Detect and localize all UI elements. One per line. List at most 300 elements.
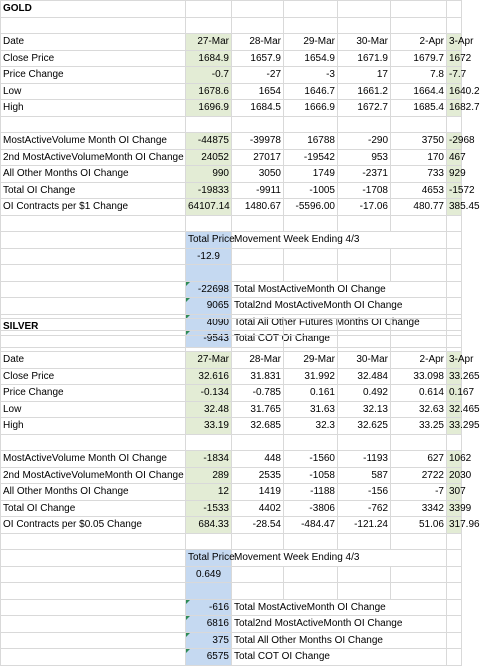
value-cell[interactable]: 1654	[232, 83, 284, 100]
value-cell[interactable]: -2968	[447, 133, 462, 150]
cell[interactable]	[338, 248, 391, 265]
price-move-value[interactable]: -12.9	[186, 248, 232, 265]
value-cell[interactable]: 4653	[391, 182, 447, 199]
row-label: All Other Months OI Change	[1, 166, 186, 183]
cell[interactable]	[338, 335, 391, 352]
summary-header: Total Price	[186, 550, 232, 567]
value-cell[interactable]: -121.24	[338, 517, 391, 534]
cell[interactable]	[447, 215, 462, 232]
cell[interactable]	[186, 1, 232, 18]
cell[interactable]	[186, 335, 232, 352]
data-row	[1, 166, 462, 183]
summary-header-row	[1, 550, 462, 567]
cell[interactable]	[447, 533, 462, 550]
cell[interactable]	[391, 116, 447, 133]
value-cell[interactable]: 32.465	[447, 401, 462, 418]
summary-line-row	[1, 616, 462, 633]
cell[interactable]	[186, 116, 232, 133]
cell[interactable]	[284, 248, 338, 265]
summary-label: Total COT OI Change	[232, 649, 447, 666]
value-cell[interactable]: 1664.4	[391, 83, 447, 100]
summary-header: Movement Week Ending 4/3	[232, 550, 447, 567]
cell[interactable]	[1, 335, 186, 352]
cell[interactable]	[391, 319, 447, 336]
value-cell[interactable]: 587	[338, 467, 391, 484]
cell[interactable]	[284, 215, 338, 232]
data-row	[1, 385, 462, 402]
summary-value[interactable]: -9543	[186, 331, 232, 348]
cell[interactable]	[1, 616, 186, 633]
cell[interactable]	[391, 248, 447, 265]
summary-label: Total MostActiveMonth OI Change	[232, 599, 447, 616]
summary-header: Total Price	[186, 232, 232, 249]
summary-price-row	[1, 566, 462, 583]
empty-row	[1, 533, 462, 550]
empty-row	[1, 116, 462, 133]
cell[interactable]	[1, 265, 186, 282]
value-cell[interactable]: 929	[447, 166, 462, 183]
cell[interactable]	[447, 281, 462, 298]
summary-price-row	[1, 248, 462, 265]
date-header: 28-Mar	[232, 352, 284, 369]
cell[interactable]	[1, 566, 186, 583]
data-row	[1, 67, 462, 84]
date-header: 30-Mar	[338, 352, 391, 369]
value-cell[interactable]: 1684.5	[232, 100, 284, 117]
date-header: 29-Mar	[284, 352, 338, 369]
summary-value[interactable]: 6575	[186, 649, 232, 666]
cell[interactable]	[338, 434, 391, 451]
value-cell[interactable]: 33.098	[391, 368, 447, 385]
data-row	[1, 182, 462, 199]
summary-label: Total All Other Futures Months OI Change	[232, 314, 447, 331]
value-cell[interactable]: 31.765	[232, 401, 284, 418]
value-cell[interactable]: 33.25	[391, 418, 447, 435]
value-cell[interactable]: -1572	[447, 182, 462, 199]
cell[interactable]	[338, 533, 391, 550]
cell[interactable]	[186, 215, 232, 232]
cell[interactable]	[232, 1, 284, 18]
value-cell[interactable]: 385.45	[447, 199, 462, 216]
cell[interactable]	[232, 583, 284, 600]
cell[interactable]	[284, 17, 338, 34]
value-cell[interactable]: -28.54	[232, 517, 284, 534]
row-label: Low	[1, 83, 186, 100]
section-title: GOLD	[1, 1, 186, 18]
cell[interactable]	[338, 215, 391, 232]
value-cell[interactable]: 32.685	[232, 418, 284, 435]
silver-title-row	[1, 319, 462, 336]
cell[interactable]	[1, 232, 186, 249]
value-cell[interactable]: 467	[447, 149, 462, 166]
value-cell[interactable]: 1419	[232, 484, 284, 501]
row-label: Total OI Change	[1, 182, 186, 199]
value-cell[interactable]: 1684.9	[186, 50, 232, 67]
row-label: All Other Months OI Change	[1, 484, 186, 501]
value-cell[interactable]: 16788	[284, 133, 338, 150]
value-cell[interactable]: 2030	[447, 467, 462, 484]
cell[interactable]	[284, 116, 338, 133]
value-cell[interactable]: 4402	[232, 500, 284, 517]
cell[interactable]	[1, 533, 186, 550]
cell[interactable]	[391, 335, 447, 352]
value-cell[interactable]: -0.785	[232, 385, 284, 402]
summary-value[interactable]: 6816	[186, 616, 232, 633]
cell[interactable]	[186, 583, 232, 600]
value-cell[interactable]: -3	[284, 67, 338, 84]
data-row	[1, 199, 462, 216]
value-cell[interactable]: 27017	[232, 149, 284, 166]
row-label: Price Change	[1, 385, 186, 402]
cell[interactable]	[1, 17, 186, 34]
value-cell[interactable]: -0.7	[186, 67, 232, 84]
cell[interactable]	[447, 232, 462, 249]
cell[interactable]	[447, 550, 462, 567]
cell[interactable]	[447, 1, 462, 18]
data-row	[1, 451, 462, 468]
silver-table	[0, 318, 480, 666]
cell[interactable]	[447, 566, 462, 583]
row-label: Close Price	[1, 368, 186, 385]
row-label: Date	[1, 34, 186, 51]
value-cell[interactable]: 51.06	[391, 517, 447, 534]
value-cell[interactable]: 1062	[447, 451, 462, 468]
cell[interactable]	[1, 632, 186, 649]
cell[interactable]	[232, 335, 284, 352]
value-cell[interactable]: -1708	[338, 182, 391, 199]
row-label: OI Contracts per $0.05 Change	[1, 517, 186, 534]
cell[interactable]	[284, 319, 338, 336]
value-cell[interactable]: -19833	[186, 182, 232, 199]
cell[interactable]	[186, 17, 232, 34]
row-label: Close Price	[1, 50, 186, 67]
row-label: MostActiveVolume Month OI Change	[1, 133, 186, 150]
value-cell[interactable]: 1654.9	[284, 50, 338, 67]
cell[interactable]	[284, 265, 338, 282]
value-cell[interactable]: 31.992	[284, 368, 338, 385]
value-cell[interactable]: 33.19	[186, 418, 232, 435]
cell[interactable]	[391, 265, 447, 282]
value-cell[interactable]: 32.484	[338, 368, 391, 385]
value-cell[interactable]: -1560	[284, 451, 338, 468]
value-cell[interactable]: 3050	[232, 166, 284, 183]
value-cell[interactable]: 32.3	[284, 418, 338, 435]
cell[interactable]	[1, 215, 186, 232]
value-cell[interactable]: 733	[391, 166, 447, 183]
cell[interactable]	[284, 1, 338, 18]
cell[interactable]	[232, 434, 284, 451]
value-cell[interactable]: 32.616	[186, 368, 232, 385]
value-cell[interactable]: 17	[338, 67, 391, 84]
date-header: 3-Apr	[447, 34, 462, 51]
value-cell[interactable]: 32.63	[391, 401, 447, 418]
value-cell[interactable]: 0.614	[391, 385, 447, 402]
value-cell[interactable]: 1696.9	[186, 100, 232, 117]
cell[interactable]	[284, 335, 338, 352]
cell[interactable]	[447, 434, 462, 451]
value-cell[interactable]: 3750	[391, 133, 447, 150]
empty-row	[1, 335, 462, 352]
data-row	[1, 484, 462, 501]
cell[interactable]	[1, 281, 186, 298]
value-cell[interactable]: -27	[232, 67, 284, 84]
summary-spacer-row	[1, 265, 462, 282]
summary-line-row	[1, 281, 462, 298]
summary-value[interactable]: -616	[186, 599, 232, 616]
cell[interactable]	[391, 17, 447, 34]
value-cell[interactable]: 627	[391, 451, 447, 468]
cell[interactable]	[186, 533, 232, 550]
cell[interactable]	[447, 649, 462, 666]
cell[interactable]	[447, 335, 462, 352]
summary-value[interactable]: 9065	[186, 298, 232, 315]
summary-line-row	[1, 649, 462, 666]
cell[interactable]	[232, 17, 284, 34]
date-header: 28-Mar	[232, 34, 284, 51]
date-header: 29-Mar	[284, 34, 338, 51]
data-row	[1, 418, 462, 435]
cell[interactable]	[338, 319, 391, 336]
summary-label: Total2nd MostActiveMonth OI Change	[232, 616, 447, 633]
section-title: SILVER	[1, 319, 186, 336]
cell[interactable]	[1, 599, 186, 616]
summary-header-row	[1, 232, 462, 249]
cell[interactable]	[338, 566, 391, 583]
data-row	[1, 500, 462, 517]
cell[interactable]	[1, 550, 186, 567]
value-cell[interactable]: 990	[186, 166, 232, 183]
row-label: High	[1, 100, 186, 117]
date-header: 3-Apr	[447, 352, 462, 369]
summary-line-row	[1, 632, 462, 649]
date-header: 30-Mar	[338, 34, 391, 51]
value-cell[interactable]: 448	[232, 451, 284, 468]
value-cell[interactable]: 32.48	[186, 401, 232, 418]
value-cell[interactable]: -9911	[232, 182, 284, 199]
cell[interactable]	[232, 265, 284, 282]
cell[interactable]	[1, 248, 186, 265]
price-move-value[interactable]: 0.649	[186, 566, 232, 583]
value-cell[interactable]: 31.831	[232, 368, 284, 385]
cell[interactable]	[232, 566, 284, 583]
summary-value[interactable]: -22698	[186, 281, 232, 298]
cell[interactable]	[1, 649, 186, 666]
gold-title-row	[1, 1, 462, 18]
cell[interactable]	[447, 116, 462, 133]
value-cell[interactable]: -5596.00	[284, 199, 338, 216]
value-cell[interactable]: 1685.4	[391, 100, 447, 117]
data-row	[1, 467, 462, 484]
cell[interactable]	[391, 434, 447, 451]
cell[interactable]	[284, 583, 338, 600]
empty-row	[1, 17, 462, 34]
cell[interactable]	[447, 17, 462, 34]
value-cell[interactable]: 2722	[391, 467, 447, 484]
summary-label: Total All Other Months OI Change	[232, 632, 447, 649]
cell[interactable]	[1, 434, 186, 451]
cell[interactable]	[284, 566, 338, 583]
value-cell[interactable]: -484.47	[284, 517, 338, 534]
value-cell[interactable]: 31.63	[284, 401, 338, 418]
row-label: 2nd MostActiveVolumeMonth OI Change	[1, 149, 186, 166]
data-row	[1, 149, 462, 166]
cell[interactable]	[1, 116, 186, 133]
cell[interactable]	[284, 434, 338, 451]
value-cell[interactable]: 289	[186, 467, 232, 484]
cell[interactable]	[1, 298, 186, 315]
cell[interactable]	[284, 533, 338, 550]
value-cell[interactable]: -1058	[284, 467, 338, 484]
value-cell[interactable]: -1005	[284, 182, 338, 199]
row-label: Low	[1, 401, 186, 418]
value-cell[interactable]: 1646.7	[284, 83, 338, 100]
value-cell[interactable]: 33.265	[447, 368, 462, 385]
data-row	[1, 83, 462, 100]
value-cell[interactable]: 1672	[447, 50, 462, 67]
cell[interactable]	[232, 248, 284, 265]
cell[interactable]	[338, 116, 391, 133]
cell[interactable]	[232, 215, 284, 232]
row-label: OI Contracts per $1 Change	[1, 199, 186, 216]
value-cell[interactable]: 1678.6	[186, 83, 232, 100]
value-cell[interactable]: -19542	[284, 149, 338, 166]
value-cell[interactable]: 1666.9	[284, 100, 338, 117]
cell[interactable]	[338, 1, 391, 18]
summary-label: Total COT OI Change	[232, 331, 447, 348]
data-row	[1, 50, 462, 67]
value-cell[interactable]: 307	[447, 484, 462, 501]
cell[interactable]	[338, 265, 391, 282]
summary-label: Total2nd MostActiveMonth OI Change	[232, 298, 447, 315]
value-cell[interactable]: -0.134	[186, 385, 232, 402]
summary-value[interactable]: 4090	[186, 314, 232, 331]
value-cell[interactable]: 1671.9	[338, 50, 391, 67]
cell[interactable]	[338, 583, 391, 600]
cell[interactable]	[1, 583, 186, 600]
value-cell[interactable]: 12	[186, 484, 232, 501]
cell[interactable]	[391, 533, 447, 550]
value-cell[interactable]: -17.06	[338, 199, 391, 216]
value-cell[interactable]: 170	[391, 149, 447, 166]
row-label: MostActiveVolume Month OI Change	[1, 451, 186, 468]
value-cell[interactable]: -156	[338, 484, 391, 501]
value-cell[interactable]: -762	[338, 500, 391, 517]
value-cell[interactable]: 32.625	[338, 418, 391, 435]
cell[interactable]	[447, 265, 462, 282]
value-cell[interactable]: -1193	[338, 451, 391, 468]
value-cell[interactable]: 1682.7	[447, 100, 462, 117]
row-label: Date	[1, 352, 186, 369]
date-header: 2-Apr	[391, 34, 447, 51]
value-cell[interactable]: 0.167	[447, 385, 462, 402]
value-cell[interactable]: 1749	[284, 166, 338, 183]
cell[interactable]	[186, 265, 232, 282]
cell[interactable]	[447, 616, 462, 633]
value-cell[interactable]: 32.13	[338, 401, 391, 418]
summary-line-row	[1, 298, 462, 315]
cell[interactable]	[391, 1, 447, 18]
value-cell[interactable]: 0.161	[284, 385, 338, 402]
value-cell[interactable]: 1672.7	[338, 100, 391, 117]
cell[interactable]	[447, 248, 462, 265]
empty-row	[1, 434, 462, 451]
data-row	[1, 133, 462, 150]
cell[interactable]	[447, 319, 462, 336]
value-cell[interactable]: -44875	[186, 133, 232, 150]
data-row	[1, 517, 462, 534]
value-cell[interactable]: -2371	[338, 166, 391, 183]
value-cell[interactable]: 3399	[447, 500, 462, 517]
value-cell[interactable]: -290	[338, 133, 391, 150]
value-cell[interactable]: 480.77	[391, 199, 447, 216]
date-row	[1, 352, 462, 369]
summary-line-row	[1, 599, 462, 616]
value-cell[interactable]: 1657.9	[232, 50, 284, 67]
value-cell[interactable]: -39978	[232, 133, 284, 150]
cell[interactable]	[338, 17, 391, 34]
data-row	[1, 368, 462, 385]
cell[interactable]	[447, 599, 462, 616]
value-cell[interactable]: 3342	[391, 500, 447, 517]
summary-label: Total MostActiveMonth OI Change	[232, 281, 447, 298]
cell[interactable]	[186, 319, 232, 336]
value-cell[interactable]: -1188	[284, 484, 338, 501]
value-cell[interactable]: 0.492	[338, 385, 391, 402]
value-cell[interactable]: 1640.2	[447, 83, 462, 100]
date-header: 27-Mar	[186, 34, 232, 51]
value-cell[interactable]: -1533	[186, 500, 232, 517]
summary-spacer-row	[1, 583, 462, 600]
date-row	[1, 34, 462, 51]
cell[interactable]	[447, 632, 462, 649]
value-cell[interactable]: 7.8	[391, 67, 447, 84]
value-cell[interactable]: 1679.7	[391, 50, 447, 67]
value-cell[interactable]: 2535	[232, 467, 284, 484]
value-cell[interactable]: -7	[391, 484, 447, 501]
value-cell[interactable]: 1480.67	[232, 199, 284, 216]
empty-row	[1, 215, 462, 232]
value-cell[interactable]: 24052	[186, 149, 232, 166]
cell[interactable]	[232, 319, 284, 336]
cell[interactable]	[391, 215, 447, 232]
row-label: 2nd MostActiveVolumeMonth OI Change	[1, 467, 186, 484]
data-row	[1, 100, 462, 117]
value-cell[interactable]: -7.7	[447, 67, 462, 84]
value-cell[interactable]: 684.33	[186, 517, 232, 534]
value-cell[interactable]: 953	[338, 149, 391, 166]
row-label: Total OI Change	[1, 500, 186, 517]
cell[interactable]	[391, 583, 447, 600]
cell[interactable]	[186, 434, 232, 451]
value-cell[interactable]: -3806	[284, 500, 338, 517]
summary-header: Movement Week Ending 4/3	[232, 232, 447, 249]
cell[interactable]	[232, 116, 284, 133]
value-cell[interactable]: 1661.2	[338, 83, 391, 100]
cell[interactable]	[447, 298, 462, 315]
cell[interactable]	[391, 566, 447, 583]
value-cell[interactable]: 64107.14	[186, 199, 232, 216]
value-cell[interactable]: -1834	[186, 451, 232, 468]
row-label: Price Change	[1, 67, 186, 84]
value-cell[interactable]: 317.96	[447, 517, 462, 534]
cell[interactable]	[232, 533, 284, 550]
cell[interactable]	[447, 583, 462, 600]
date-header: 2-Apr	[391, 352, 447, 369]
value-cell[interactable]: 33.295	[447, 418, 462, 435]
summary-value[interactable]: 375	[186, 632, 232, 649]
row-label: High	[1, 418, 186, 435]
date-header: 27-Mar	[186, 352, 232, 369]
